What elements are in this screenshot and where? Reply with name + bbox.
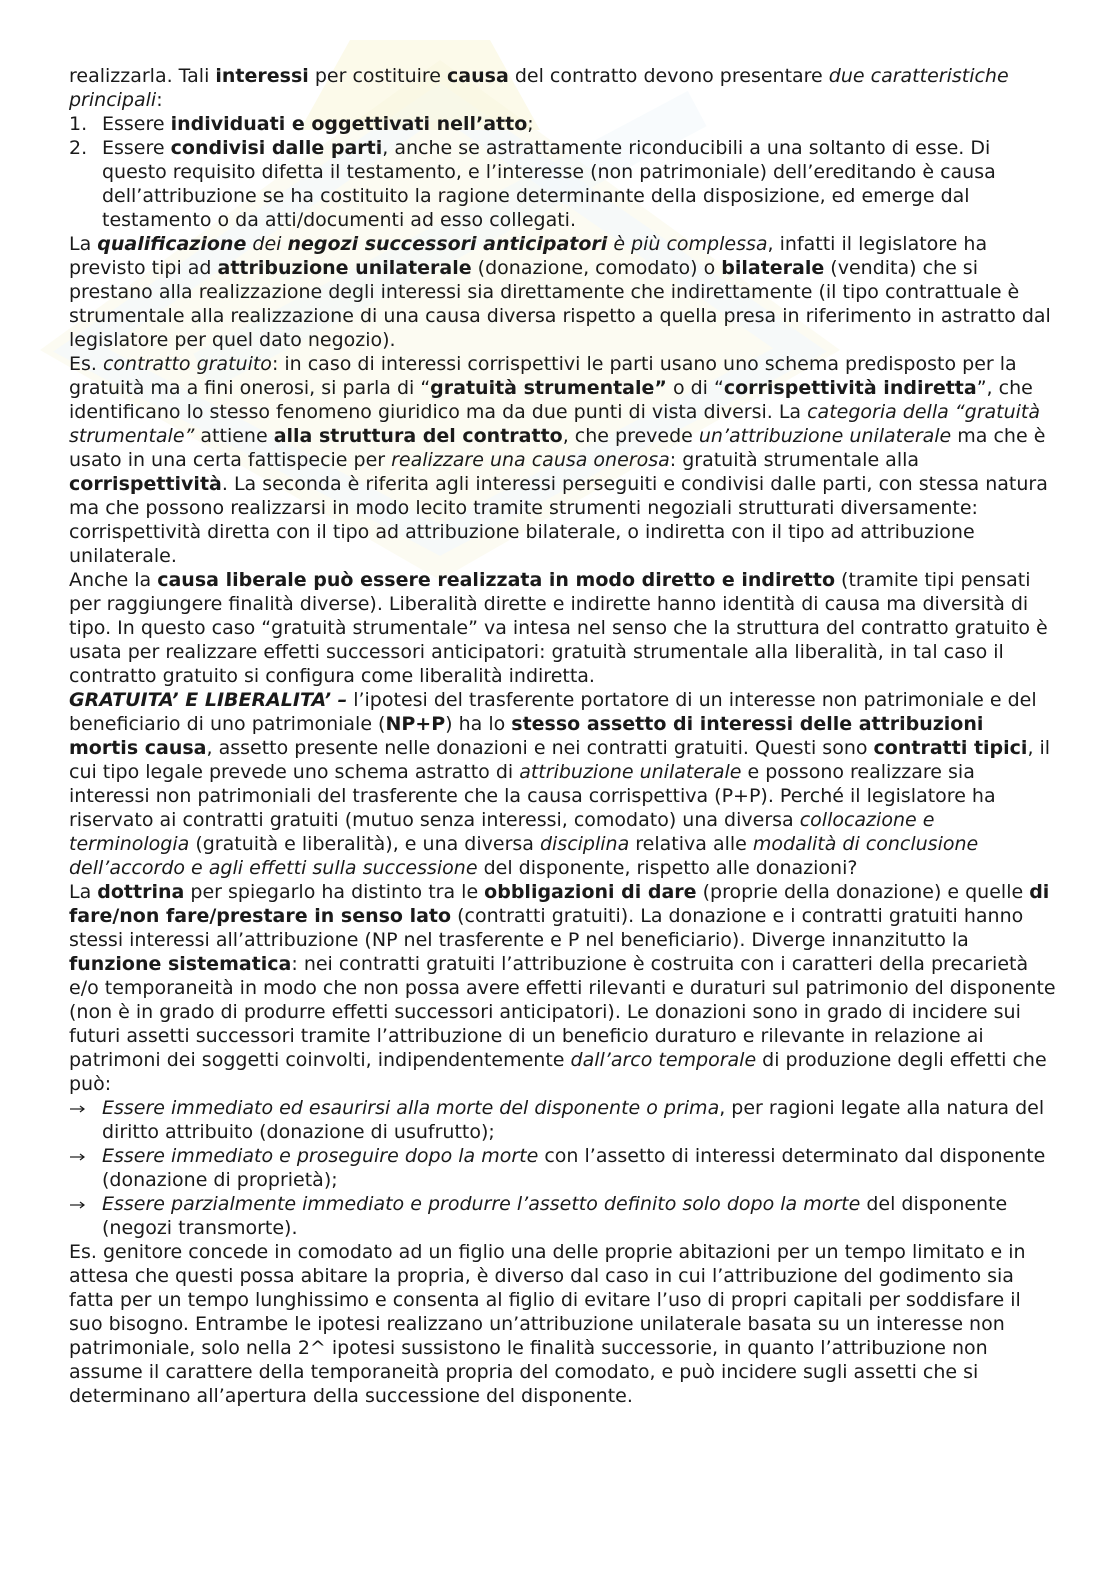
paragraph-1: realizzarla. Tali interessi per costituire causa del contratto devono presentare due caratteristiche principali: [69,65,1009,111]
arrow-list [69,1096,1059,1240]
list-item: Essere immediato e proseguire dopo la morte con l’assetto di interessi determinato dal disponente (donazione di proprietà); [69,1144,1059,1192]
right-arrow-icon [70,1144,86,1161]
paragraph-2: La qualificazione dei negozi successori anticipatori è più complessa, infatti il legislatore ha previsto tipi ad attribuzione unilaterale (donazione, comodato) o bilaterale (vendita) che si prestano alla realizzazione degli interessi sia direttamente che indirettamente (il tipo contrattuale è strumentale alla realizzazione di una causa diversa rispetto a quella presa in riferimento in astratto dal legislatore per quel dato negozio). [69,233,1051,351]
paragraph-4: Anche la causa liberale può essere realizzata in modo diretto e indiretto (tramite tipi pensati per raggiungere finalità diverse). Liberalità dirette e indirette hanno identità di causa ma diversità di tipo. In questo caso “gratuità strumentale” va intesa nel senso che la struttura del contratto gratuito è usata per realizzare effetti successori anticipatori: gratuità strumentale alla liberalità, in tal caso il contratto gratuito si configura come liberalità indiretta. [69,569,1048,687]
list-number: 1. [69,113,88,135]
right-arrow-icon [70,1192,86,1209]
paragraph-5: GRATUITA’ E LIBERALITA’ – l’ipotesi del trasferente portatore di un interesse non patrimoniale e del beneficiario di uno patrimoniale (NP+P) ha lo stesso assetto di interessi delle attribuzioni mortis causa, assetto presente nelle donazioni e nei contratti gratuiti. Questi sono contratti tipici, il cui tipo legale prevede uno schema astratto di attribuzione unilaterale e possono realizzare sia interessi non patrimoniali del trasferente che la causa corrispettiva (P+P). Perché il legislatore ha riservato ai contratti gratuiti (mutuo senza interessi, comodato) una diversa collocazione e terminologia (gratuità e liberalità), e una diversa disciplina relativa alle modalità di conclusione dell’accordo e agli effetti sulla successione del disponente, rispetto alle donazioni? [69,689,1051,879]
list-item: 1. Essere individuati e oggettivati nell’atto; [69,113,534,135]
right-arrow-icon [70,1096,86,1113]
list-number: 2. [69,137,88,159]
numbered-list [69,112,1059,232]
list-item: Essere parzialmente immediato e produrre l’assetto definito solo dopo la morte del disponente (negozi transmorte). [69,1192,1059,1240]
document-page [69,64,1059,1408]
paragraph-3: Es. contratto gratuito: in caso di interessi corrispettivi le parti usano uno schema predisposto per la gratuità ma a fini onerosi, si parla di “gratuità strumentale” o di “corrispettività indiretta”, che identificano lo stesso fenomeno giuridico ma da due punti di vista diversi. La categoria della “gratuità strumentale” attiene alla struttura del contratto, che prevede un’attribuzione unilaterale ma che è usato in una certa fattispecie per realizzare una causa onerosa: gratuità strumentale alla corrispettività. La seconda è riferita agli interessi perseguiti e condivisi dalle parti, con stessa natura ma che possono realizzarsi in modo lecito tramite strumenti negoziali strutturati diversamente: corrispettività diretta con il tipo ad attribuzione bilaterale, o indiretta con il tipo ad attribuzione unilaterale. [69,353,1048,567]
paragraph-7: Es. genitore concede in comodato ad un figlio una delle proprie abitazioni per un tempo limitato e in attesa che questi possa abitare la propria, è diverso dal caso in cui l’attribuzione del godimento sia fatta per un tempo lunghissimo e consenta al figlio di evitare l’uso di propri capitali per soddisfare il suo bisogno. Entrambe le ipotesi realizzano un’attribuzione unilaterale basata su un interesse non patrimoniale, solo nella 2^ ipotesi sussistono le finalità successorie, in quanto l’attribuzione non assume il carattere della temporaneità propria del comodato, e può incidere sugli assetti che si determinano all’apertura della successione del disponente. [69,1241,1026,1407]
list-item: 2. Essere condivisi dalle parti, anche se astrattamente riconducibili a una soltanto di esse. Di questo requisito difetta il testamento, e l’interesse (non patrimoniale) dell’ereditando è causa dell’attribuzione se ha costituito la ragione determinante della disposizione, ed emerge dal testamento o da atti/documenti ad esso collegati. [69,137,996,231]
paragraph-6: La dottrina per spiegarlo ha distinto tra le obbligazioni di dare (proprie della donazione) e quelle di fare/non fare/prestare in senso lato (contratti gratuiti). La donazione e i contratti gratuiti hanno stessi interessi all’attribuzione (NP nel trasferente e P nel beneficiario). Diverge innanzitutto la funzione sistematica: nei contratti gratuiti l’attribuzione è costruita con i caratteri della precarietà e/o temporaneità in modo che non possa avere effetti rilevanti e duraturi sul patrimonio del disponente (non è in grado di produrre effetti successori anticipatori). Le donazioni sono in grado di incidere sui futuri assetti successori tramite l’attribuzione di un beneficio duraturo e rilevante in relazione ai patrimoni dei soggetti coinvolti, indipendentemente dall’arco temporale di produzione degli effetti che può: [69,881,1056,1095]
list-item: Essere immediato ed esaurirsi alla morte del disponente o prima, per ragioni legate alla natura del diritto attribuito (donazione di usufrutto); [69,1096,1059,1144]
